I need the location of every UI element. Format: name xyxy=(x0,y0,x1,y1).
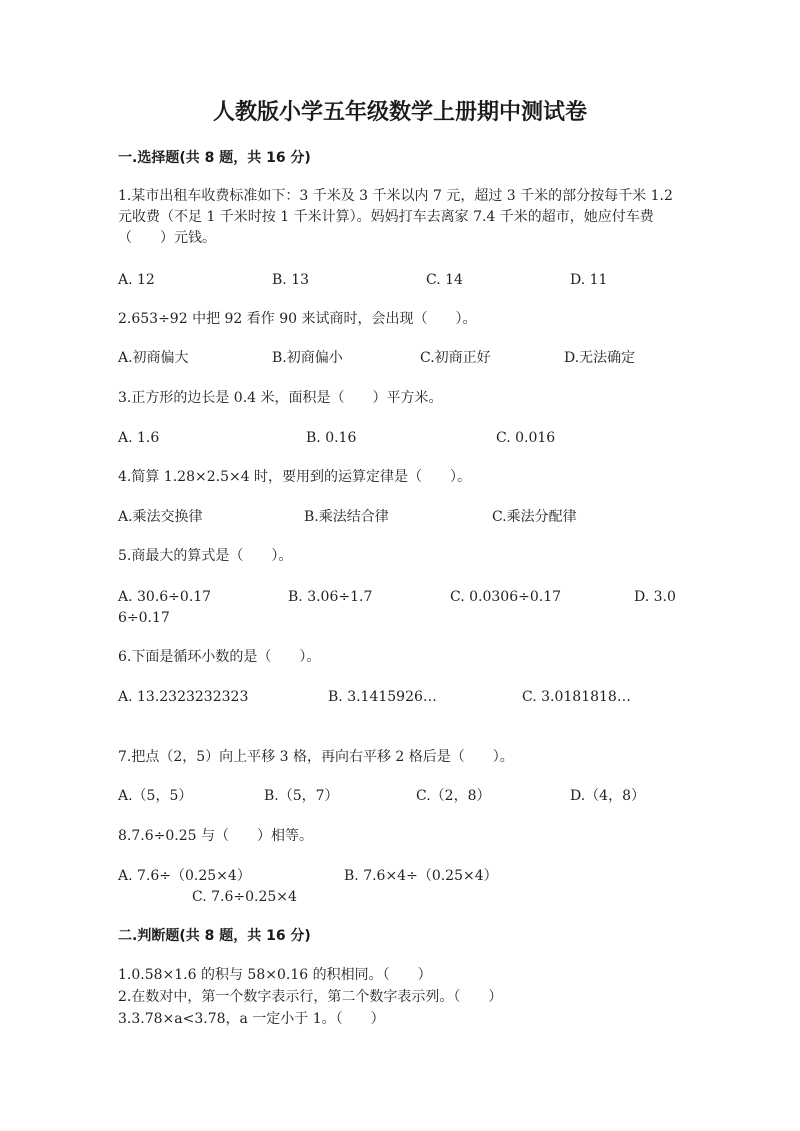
option-d: D. 3.0 xyxy=(634,589,676,605)
option-b: B. 3.06÷1.7 xyxy=(288,589,373,605)
option-c: C.乘法分配律 xyxy=(492,509,577,525)
option-a: A. 7.6÷（0.25×4） xyxy=(118,868,251,884)
judge-question-2: 2.在数对中，第一个数字表示行，第二个数字表示列。（ ） xyxy=(118,989,503,1005)
option-b: B. 3.1415926… xyxy=(328,689,437,705)
option-a: A. 12 xyxy=(118,272,155,288)
question-3-stem: 3.正方形的边长是 0.4 米，面积是（ ）平方米。 xyxy=(118,390,443,406)
option-b: B. 0.16 xyxy=(306,430,357,446)
page-title: 人教版小学五年级数学上册期中测试卷 xyxy=(212,100,587,125)
option-c: C. 7.6÷0.25×4 xyxy=(192,889,297,905)
option-d-continued: 6÷0.17 xyxy=(118,610,170,626)
option-d: D.无法确定 xyxy=(564,350,636,366)
judge-question-1: 1.0.58×1.6 的积与 58×0.16 的积相同。（ ） xyxy=(118,967,432,983)
question-7-stem: 7.把点（2，5）向上平移 3 格，再向右平移 2 格后是（ ）。 xyxy=(118,749,514,765)
question-5-stem: 5.商最大的算式是（ ）。 xyxy=(118,548,293,564)
option-a: A.初商偏大 xyxy=(118,350,189,366)
question-8-stem: 8.7.6÷0.25 与（ ）相等。 xyxy=(118,828,313,844)
option-c: C.（2，8） xyxy=(416,788,491,804)
option-d: D. 11 xyxy=(570,272,608,288)
question-2-stem: 2.653÷92 中把 92 看作 90 来试商时，会出现（ ）。 xyxy=(118,311,477,327)
question-4-stem: 4.简算 1.28×2.5×4 时，要用到的运算定律是（ ）。 xyxy=(118,469,472,485)
question-6-stem: 6.下面是循环小数的是（ ）。 xyxy=(118,649,321,665)
option-a: A. 13.2323232323 xyxy=(118,689,249,705)
section-heading-judge: 二.判断题(共 8 题，共 16 分) xyxy=(118,928,311,944)
option-a: A.（5，5） xyxy=(118,788,193,804)
option-a: A. 1.6 xyxy=(118,430,160,446)
question-1-stem: 1.某市出租车收费标准如下：3 千米及 3 千米以内 7 元，超过 3 千米的部分按每千米 1.2 元收费（不足 1 千米时按 1 千米计算）。妈妈打车去离家 7.4 千米的超市，她应付车费（ ）元钱。 xyxy=(118,188,673,246)
option-a: A. 30.6÷0.17 xyxy=(118,589,212,605)
option-c: C. 14 xyxy=(426,272,463,288)
option-c: C.初商正好 xyxy=(420,350,491,366)
section-heading-choice: 一.选择题(共 8 题，共 16 分) xyxy=(118,150,311,166)
option-b: B. 7.6×4÷（0.25×4） xyxy=(344,868,498,884)
option-c: C. 3.0181818… xyxy=(522,689,631,705)
option-b: B.初商偏小 xyxy=(272,350,343,366)
option-b: B.（5，7） xyxy=(264,788,339,804)
option-a: A.乘法交换律 xyxy=(118,509,203,525)
option-c: C. 0.016 xyxy=(496,430,556,446)
option-d: D.（4，8） xyxy=(570,788,645,804)
option-c: C. 0.0306÷0.17 xyxy=(450,589,562,605)
judge-question-3: 3.3.78×a<3.78，a 一定小于 1。（ ） xyxy=(118,1011,385,1027)
option-b: B.乘法结合律 xyxy=(304,509,389,525)
option-b: B. 13 xyxy=(272,272,310,288)
